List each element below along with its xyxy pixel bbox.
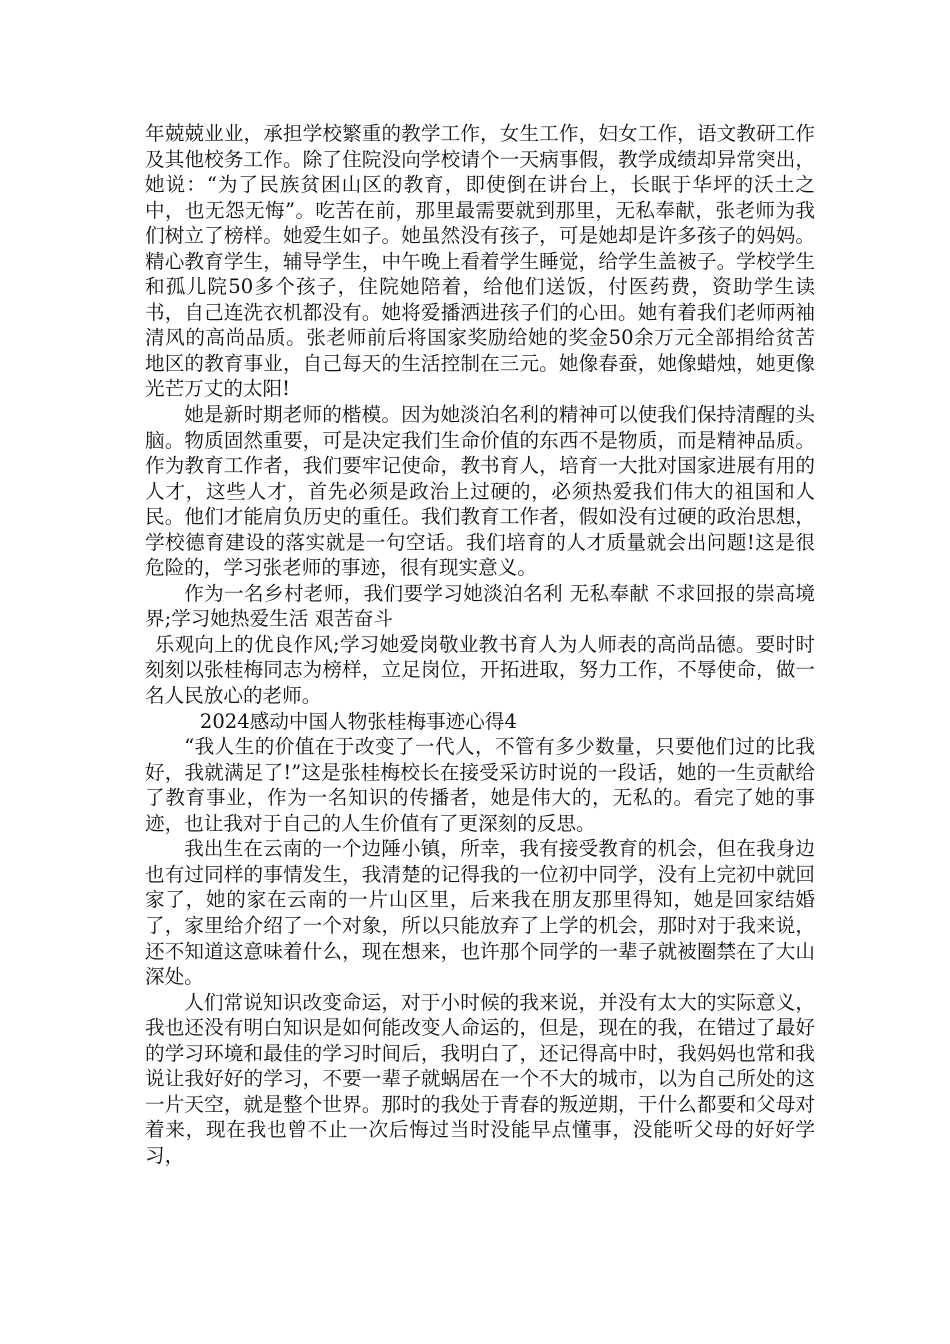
paragraph-1: 年兢兢业业，承担学校繁重的教学工作，女生工作，妇女工作，语文教研工作及其他校务工作。除了住院没向学校请个一天病事假，教学成绩却异常突出，她说：“为了民族贫困山区的教育，即使倒在讲台上，长眠于华坪的沃土之中，也无怨无悔”。吃苦在前，那里最需要就到那里，无私奉献，张老师为我们树立了榜样。她爱生如子。她虽然没有孩子，可是她却是许多孩子的妈妈。精心教育学生，辅导学生，中午晚上看着学生睡觉，给学生盖被子。学校学生和孤儿院50多个孩子，住院她陪着，给他们送饭，付医药费，资助学生读书，自己连洗衣机都没有。她将爱播洒进孩子们的心田。她有着我们老师两袖清风的高尚品质。张老师前后将国家奖励给她的奖金50余万元全部捐给贫苦地区的教育事业，自己每天的生活控制在三元。她像春蚕，她像蜡烛，她更像光芒万丈的太阳! — [145, 122, 815, 401]
paragraph-6: “我人生的价值在于改变了一代人，不管有多少数量，只要他们过的比我好，我就满足了!”这是张桂梅校长在接受采访时说的一段话，她的一生贡献给了教育事业，作为一名知识的传播者，她是伟大的，无私的。看完了她的事迹，也让我对于自己的人生价值有了更深刻的反思。 — [145, 735, 815, 835]
paragraph-7: 我出生在云南的一个边陲小镇，所幸，我有接受教育的机会，但在我身边也有过同样的事情发生，我清楚的记得我的一位初中同学，没有上完初中就回家了，她的家在云南的一片山区里，后来我在朋友那里得知，她是回家结婚了，家里给介绍了一个对象，所以只能放弃了上学的机会，那时对于我来说，还不知道这意味着什么，现在想来，也许那个同学的一辈子就被圈禁在了大山深处。 — [145, 837, 815, 989]
paragraph-8: 人们常说知识改变命运，对于小时候的我来说，并没有太大的实际意义，我也还没有明白知识是如何能改变人命运的，但是，现在的我，在错过了最好的学习环境和最佳的学习时间后，我明白了，还记得高中时，我妈妈也常和我说让我好好的学习，不要一辈子就蜗居在一个不大的城市，以为自己所处的这一片天空，就是整个世界。那时的我处于青春的叛逆期，干什么都要和父母对着来，现在我也曾不止一次后悔过当时没能早点懂事，没能听父母的好好学习， — [145, 990, 815, 1167]
paragraph-4: 乐观向上的优良作风;学习她爱岗敬业教书育人为人师表的高尚品德。要时时刻刻以张桂梅同志为榜样，立足岗位，开拓进取，努力工作，不辱使命，做一名人民放心的老师。 — [145, 632, 815, 708]
document-page — [145, 121, 815, 1168]
paragraph-2: 她是新时期老师的楷模。因为她淡泊名利的精神可以使我们保持清醒的头脑。物质固然重要，可是决定我们生命价值的东西不是物质，而是精神品质。作为教育工作者，我们要牢记使命，教书育人，培育一大批对国家进展有用的人才，这些人才，首先必须是政治上过硬的，必须热爱我们伟大的祖国和人民。他们才能肩负历史的重任。我们教育工作者，假如没有过硬的政治思想，学校德育建设的落实就是一句空话。我们培育的人才质量就会出问题!这是很危险的，学习张老师的事迹，很有现实意义。 — [145, 403, 815, 580]
section-heading: 2024感动中国人物张桂梅事迹心得4 — [199, 709, 517, 733]
paragraph-3: 作为一名乡村老师，我们要学习她淡泊名利 无私奉献 不求回报的崇高境界;学习她热爱生活 艰苦奋斗 — [145, 581, 815, 631]
